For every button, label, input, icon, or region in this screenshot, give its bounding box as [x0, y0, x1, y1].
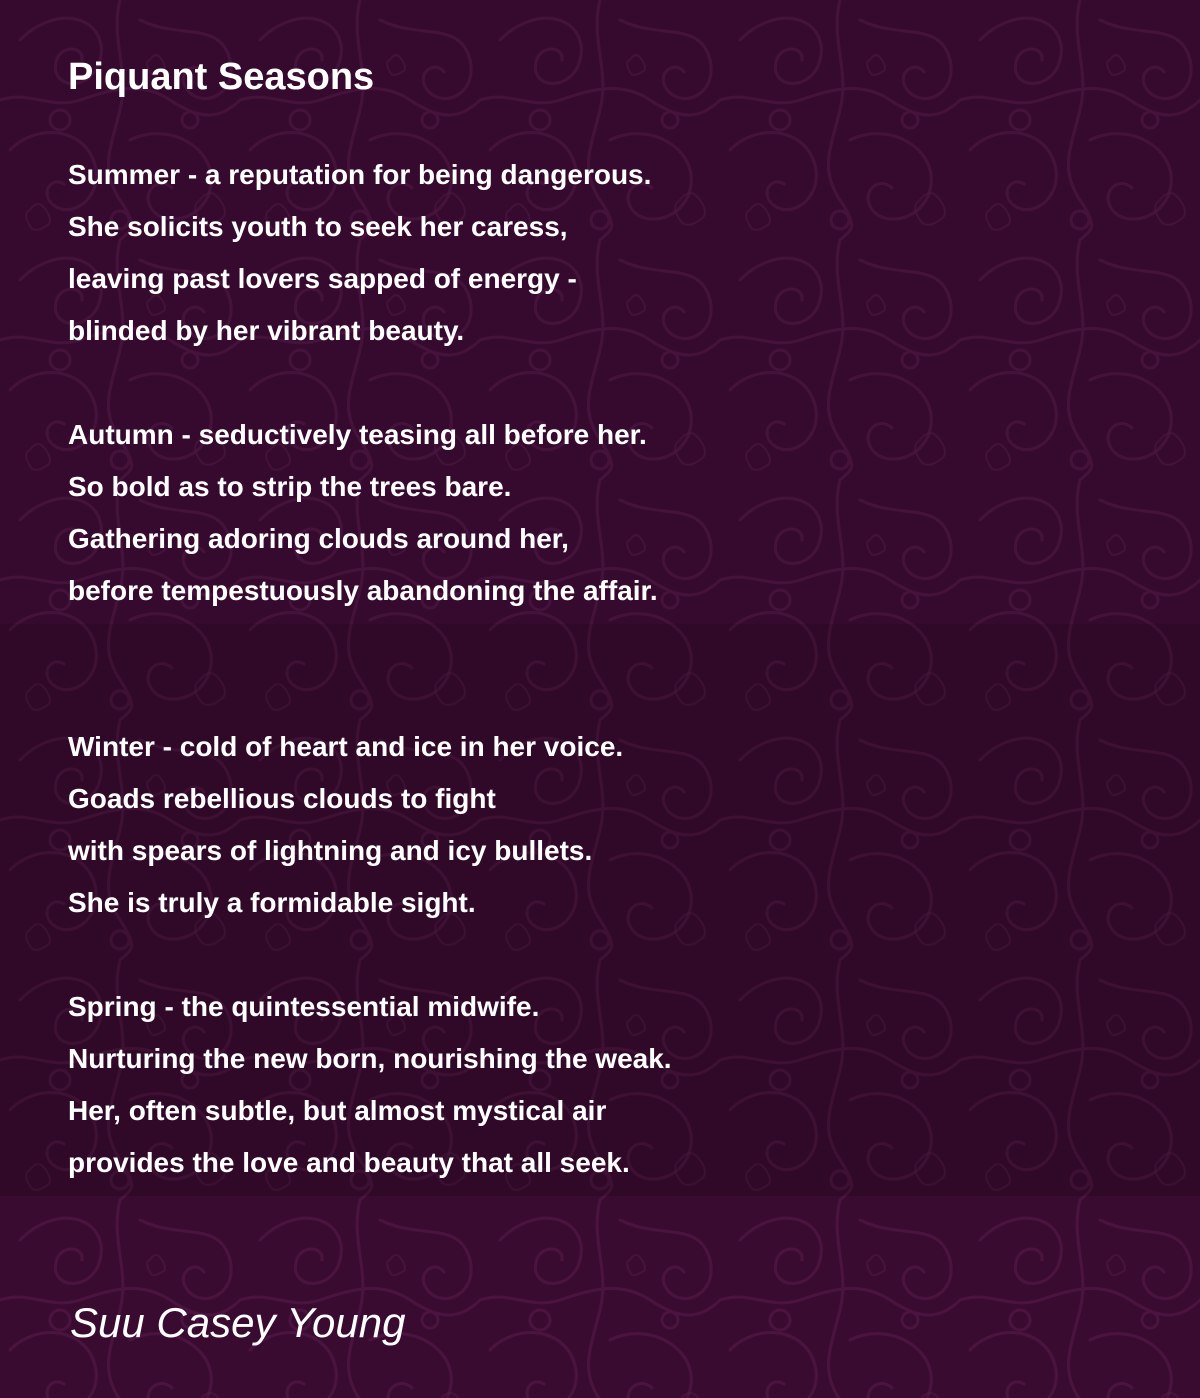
poem-line: Spring - the quintessential midwife.: [68, 991, 540, 1022]
poem-line: before tempestuously abandoning the affair.: [68, 575, 658, 606]
stanza-winter: [68, 721, 623, 929]
poem-line: Autumn - seductively teasing all before her.: [68, 419, 647, 450]
poem-line: with spears of lightning and icy bullets.: [68, 835, 593, 866]
poem-line: She is truly a formidable sight.: [68, 887, 476, 918]
poem-line: leaving past lovers sapped of energy -: [68, 263, 577, 294]
poem-line: She solicits youth to seek her caress,: [68, 211, 568, 242]
poem-line: provides the love and beauty that all seek.: [68, 1147, 630, 1178]
stanza-spring: [68, 981, 672, 1189]
poem-line: Gathering adoring clouds around her,: [68, 523, 569, 554]
stanza-summer: [68, 149, 651, 357]
poem-line: So bold as to strip the trees bare.: [68, 471, 512, 502]
poem-line: blinded by her vibrant beauty.: [68, 315, 465, 346]
poem-line: Her, often subtle, but almost mystical air: [68, 1095, 607, 1126]
poem-title: Piquant Seasons: [68, 56, 375, 98]
author-name: Suu Casey Young: [70, 1299, 406, 1346]
stanza-autumn: [68, 409, 658, 617]
poem-line: Goads rebellious clouds to fight: [68, 783, 496, 814]
poem-line: Winter - cold of heart and ice in her voice.: [68, 731, 624, 762]
poem-line: Nurturing the new born, nourishing the weak.: [68, 1043, 672, 1074]
poem-line: Summer - a reputation for being dangerous.: [68, 159, 652, 190]
